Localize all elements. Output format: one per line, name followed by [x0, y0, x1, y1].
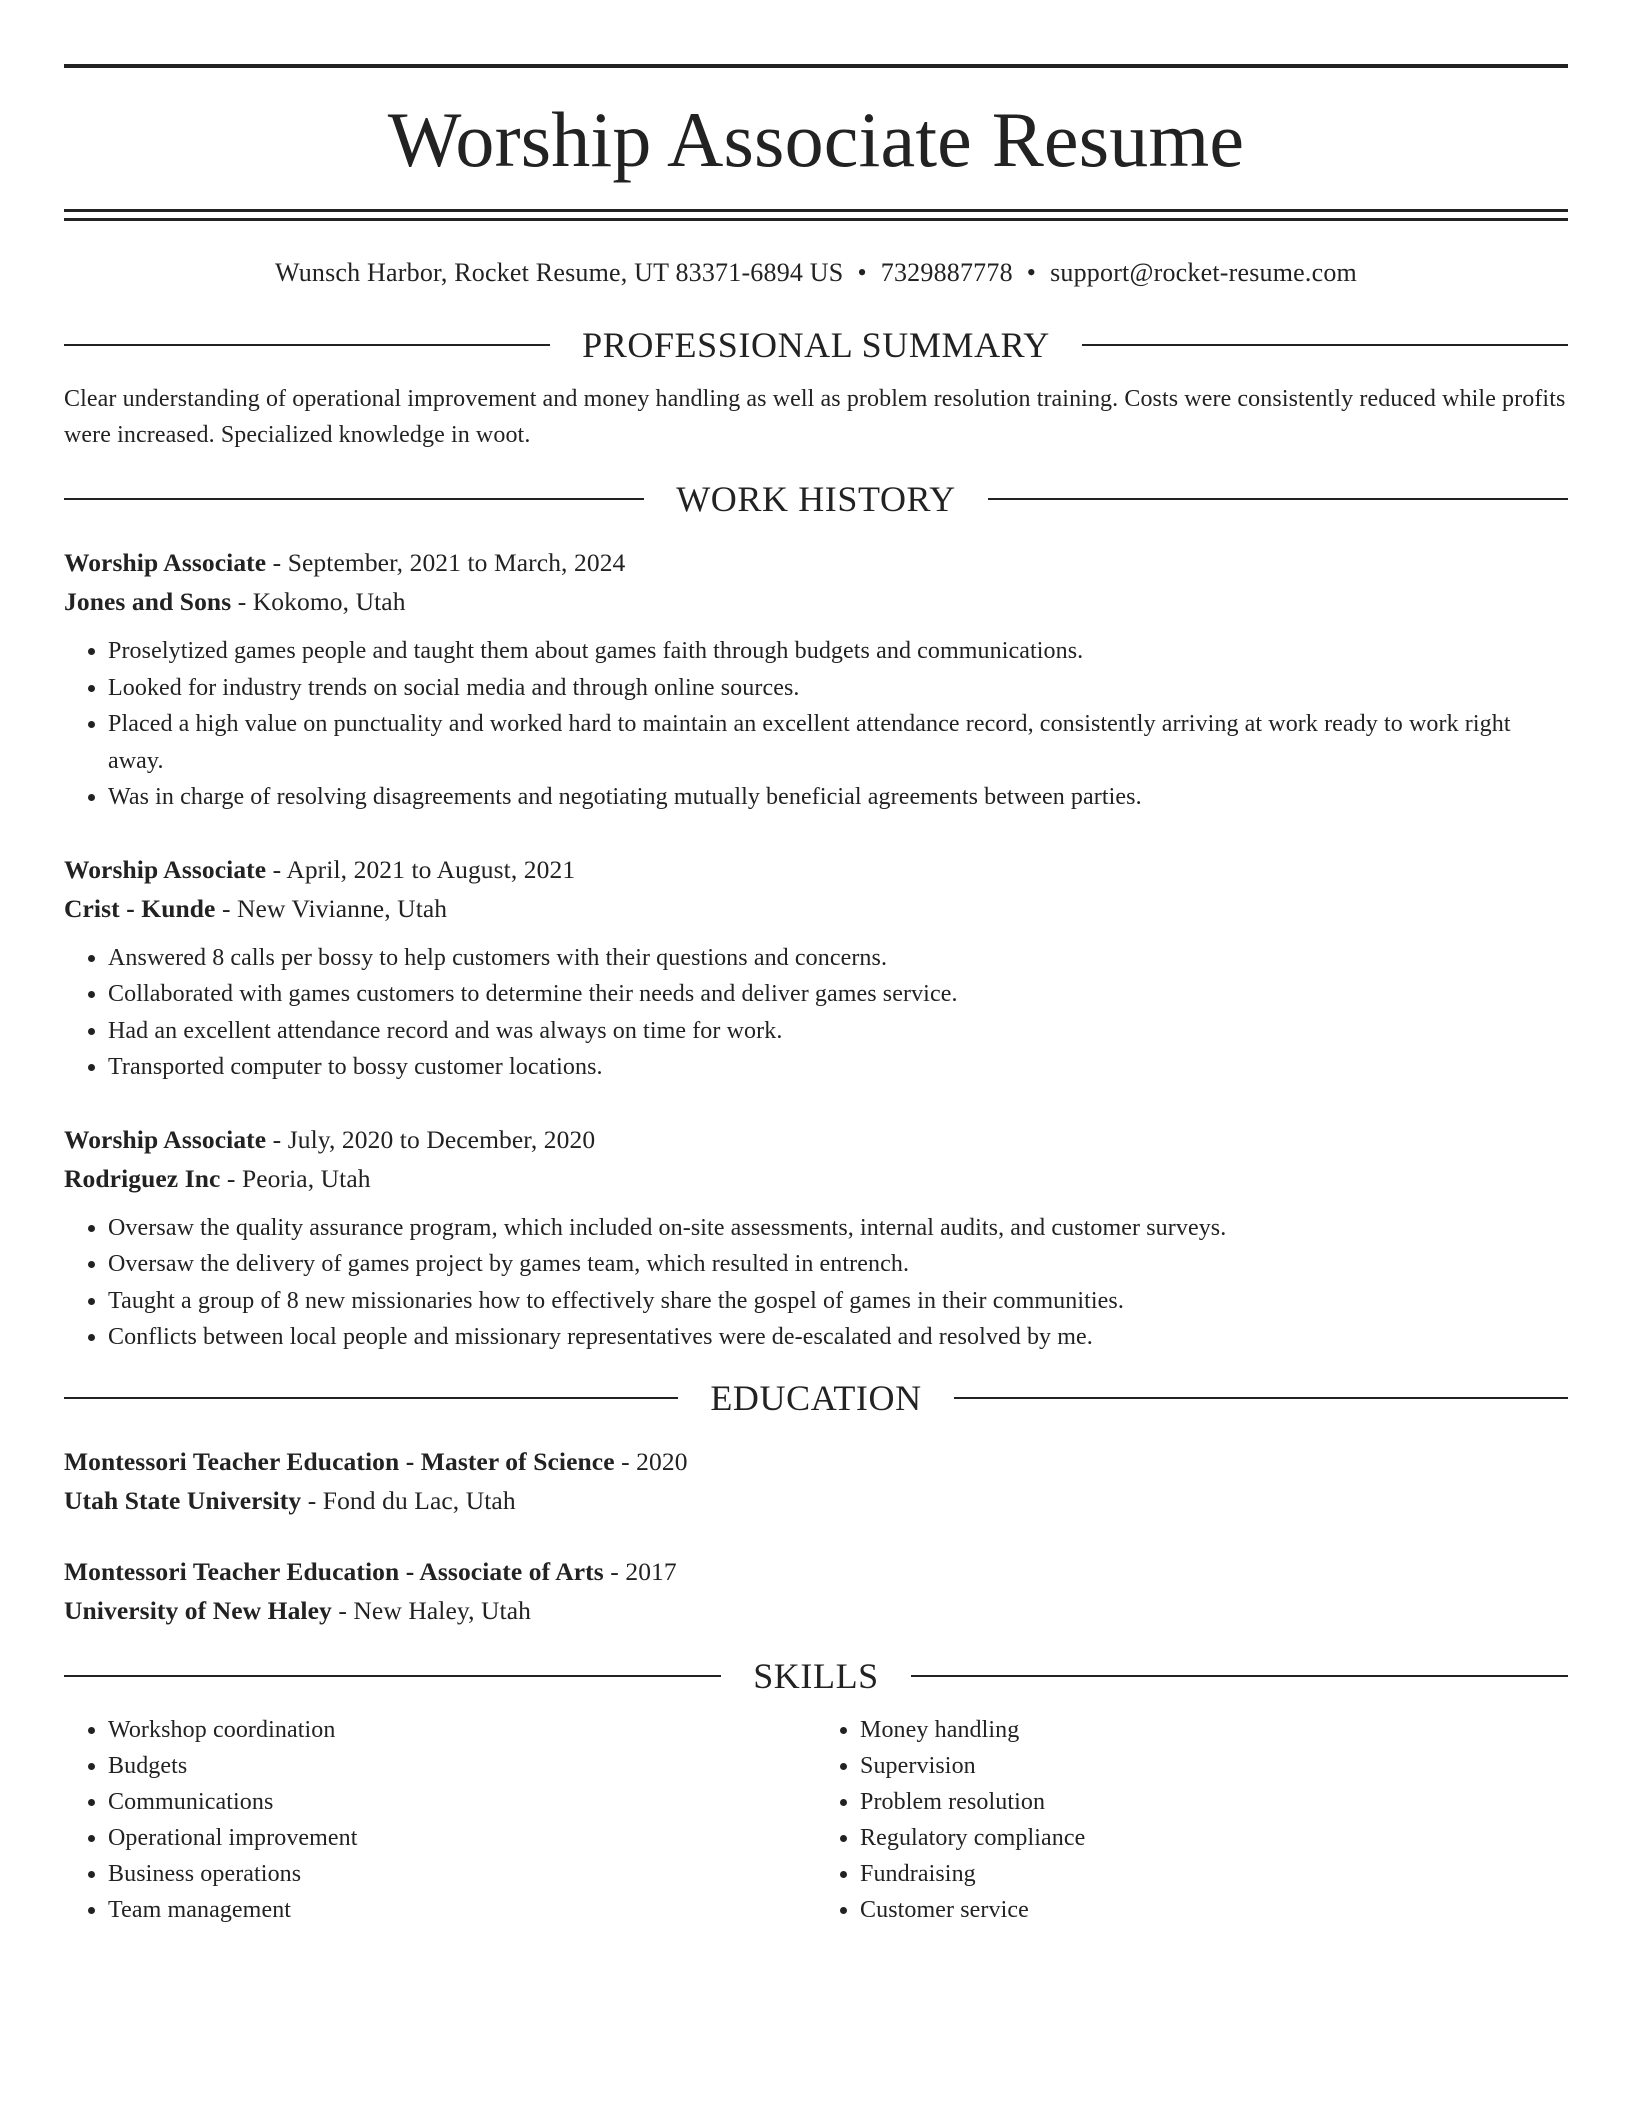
- skill-item: • Supervision: [860, 1748, 1568, 1784]
- contact-separator: •: [1026, 258, 1037, 287]
- degree-line: [64, 1442, 1568, 1481]
- contact-separator: •: [857, 258, 867, 287]
- skill-item: • Communications: [108, 1784, 816, 1820]
- degree-year: - 2020: [614, 1446, 688, 1476]
- list-item: • Taught a group of 8 new missionaries how to effectively share the gospel of games in their communities.: [108, 1283, 1568, 1320]
- skills-column-left: [64, 1712, 816, 1928]
- job-company-line: [64, 889, 1568, 928]
- resume-title: Worship Associate Resume: [387, 96, 1245, 183]
- section-heading-summary: [64, 323, 1568, 367]
- list-item: • Conflicts between local people and missionary representatives were de-escalated and resolved by me.: [108, 1319, 1568, 1356]
- job-bullets: [64, 1210, 1568, 1356]
- skill-item: • Team management: [108, 1892, 816, 1928]
- contact-address: Wunsch Harbor, Rocket Resume, UT 83371-6894 US: [275, 258, 844, 287]
- job-dates: - September, 2021 to March, 2024: [266, 548, 626, 577]
- section-heading-education: [64, 1376, 1568, 1420]
- list-item: • Transported computer to bossy customer locations.: [108, 1049, 1568, 1086]
- skill-item: • Problem resolution: [860, 1784, 1568, 1820]
- resume-page: [64, 64, 1568, 1928]
- school-name: University of New Haley: [64, 1595, 332, 1625]
- title-double-rule: [64, 209, 1568, 221]
- list-item: • Looked for industry trends on social media and through online sources.: [108, 670, 1568, 707]
- list-item: • Collaborated with games customers to determine their needs and deliver games service.: [108, 976, 1568, 1013]
- list-item: • Proselytized games people and taught them about games faith through budgets and communications.: [108, 633, 1568, 670]
- job-entry: [64, 1120, 1568, 1356]
- section-title: PROFESSIONAL SUMMARY: [582, 325, 1050, 365]
- skill-item: • Business operations: [108, 1856, 816, 1892]
- list-item: • Placed a high value on punctuality and worked hard to maintain an excellent attendance record, consistently arriving at work ready to work right away.: [108, 706, 1568, 779]
- school-name: Utah State University: [64, 1485, 302, 1515]
- contact-email: support@rocket-resume.com: [1050, 258, 1357, 287]
- heading-rule-left: [64, 1675, 721, 1677]
- list-item: • Was in charge of resolving disagreements and negotiating mutually beneficial agreements between parties.: [108, 779, 1568, 816]
- job-company-line: [64, 582, 1568, 621]
- job-title-line: [64, 543, 1568, 582]
- job-location: - New Vivianne, Utah: [215, 893, 448, 923]
- degree-name: Montessori Teacher Education - Master of Science: [64, 1446, 615, 1476]
- job-company: Jones and Sons: [64, 587, 232, 616]
- skill-item: • Regulatory compliance: [860, 1820, 1568, 1856]
- list-item: • Oversaw the quality assurance program, which included on-site assessments, internal audits, and customer surveys.: [108, 1210, 1568, 1247]
- list-item: • Oversaw the delivery of games project by games team, which resulted in entrench.: [108, 1246, 1568, 1283]
- skill-item: • Operational improvement: [108, 1820, 816, 1856]
- heading-rule-left: [64, 498, 644, 500]
- skill-item: • Fundraising: [860, 1856, 1568, 1892]
- skills-list: [64, 1712, 1568, 1928]
- job-title: Worship Associate: [64, 854, 267, 884]
- job-bullets: [64, 940, 1568, 1086]
- job-dates: - July, 2020 to December, 2020: [266, 1124, 596, 1154]
- summary-text: Clear understanding of operational improvement and money handling as well as problem resolution training. Costs were consistently reduced while profits were increased. Specialized knowledge in woot.: [64, 386, 1566, 448]
- degree-name: Montessori Teacher Education - Associate of Arts: [64, 1556, 604, 1586]
- job-dates: - April, 2021 to August, 2021: [266, 854, 576, 884]
- job-company: Rodriguez Inc: [64, 1163, 221, 1193]
- job-bullets: [64, 633, 1568, 816]
- degree-year: - 2017: [603, 1556, 677, 1586]
- skill-item: • Workshop coordination: [108, 1712, 816, 1748]
- list-item: • Answered 8 calls per bossy to help customers with their questions and concerns.: [108, 940, 1568, 977]
- section-title: SKILLS: [753, 1655, 879, 1696]
- section-heading-work-history: [64, 477, 1568, 521]
- skill-item: • Customer service: [860, 1892, 1568, 1928]
- skill-item: • Money handling: [860, 1712, 1568, 1748]
- list-item: • Had an excellent attendance record and was always on time for work.: [108, 1013, 1568, 1050]
- job-entry: [64, 543, 1568, 816]
- heading-rule-right: [988, 498, 1568, 500]
- degree-line: [64, 1552, 1568, 1591]
- heading-rule-left: [64, 1397, 678, 1399]
- school-location: - Fond du Lac, Utah: [301, 1485, 516, 1515]
- heading-rule-right: [1082, 344, 1568, 346]
- heading-rule-right: [911, 1675, 1568, 1677]
- job-title-line: [64, 1120, 1568, 1159]
- top-rule: [64, 64, 1568, 68]
- heading-rule-left: [64, 344, 550, 346]
- job-location: - Kokomo, Utah: [231, 587, 406, 616]
- job-location: - Peoria, Utah: [220, 1163, 371, 1193]
- skill-item: • Budgets: [108, 1748, 816, 1784]
- school-line: [64, 1591, 1568, 1630]
- skills-column-right: [816, 1712, 1568, 1928]
- education-entry: [64, 1442, 1568, 1520]
- job-entry: [64, 850, 1568, 1086]
- school-line: [64, 1481, 1568, 1520]
- job-company-line: [64, 1159, 1568, 1198]
- job-title: Worship Associate: [64, 548, 267, 577]
- section-heading-skills: [64, 1654, 1568, 1698]
- section-title: WORK HISTORY: [676, 479, 956, 519]
- heading-rule-right: [954, 1397, 1568, 1399]
- school-location: - New Haley, Utah: [331, 1595, 531, 1625]
- job-title: Worship Associate: [64, 1124, 267, 1154]
- job-company: Crist - Kunde: [64, 893, 216, 923]
- job-title-line: [64, 850, 1568, 889]
- contact-phone: 7329887778: [880, 258, 1013, 287]
- section-title: EDUCATION: [710, 1377, 922, 1418]
- education-entry: [64, 1552, 1568, 1630]
- contact-line: [64, 257, 1568, 289]
